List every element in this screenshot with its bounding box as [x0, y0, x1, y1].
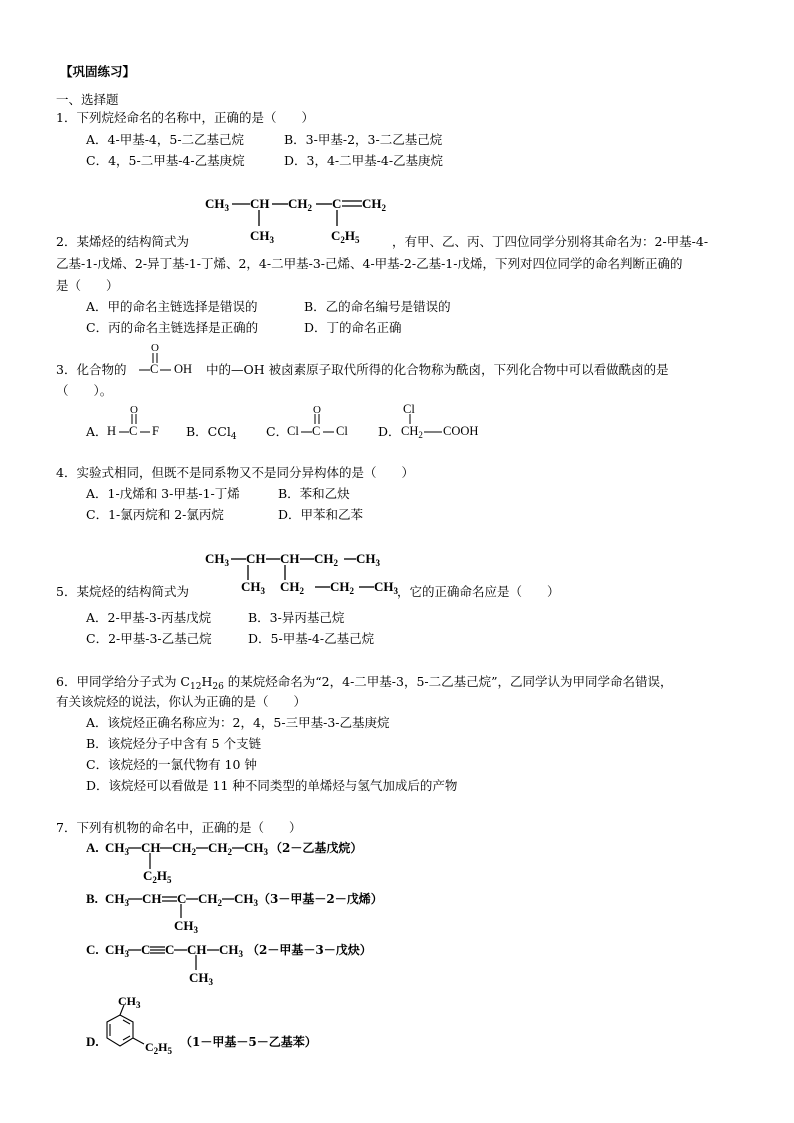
q6-option-d[interactable]: D．该烷烃可以看做是 11 种不同类型的单烯烃与氢气加成后的产物 — [86, 778, 458, 793]
q7-option-c-name: （2－甲基－3－戊炔） — [247, 943, 372, 957]
q7-stem: 7．下列有机物的命名中，正确的是（ ） — [56, 820, 302, 835]
q3-option-d[interactable]: D． — [378, 424, 401, 439]
q2-stem-prefix: 2．某烯烃的结构简式为 — [56, 234, 189, 249]
q4-option-b[interactable]: B．苯和乙炔 — [278, 486, 350, 501]
section-header: 【巩固练习】 — [60, 64, 136, 79]
q5-option-a[interactable]: A．2-甲基-3-丙基戊烷 — [86, 610, 212, 625]
q1-option-b[interactable]: B．3-甲基-2，3-二乙基己烷 — [284, 132, 443, 147]
q5-option-b[interactable]: B．3-异丙基己烷 — [248, 610, 345, 625]
q7-option-a[interactable]: A. — [86, 840, 99, 855]
q1-option-d[interactable]: D．3，4-二甲基-4-乙基庚烷 — [284, 153, 444, 168]
q6-stem-line1: 6．甲同学给分子式为 $C_{12}H_{26}$ 的某烷烃命名为“2，4-二甲基-3，5-二乙基己烷”，乙同学认为甲同学命名错误， — [56, 674, 673, 692]
q4-option-a[interactable]: A．1-戊烯和 3-甲基-1-丁烯 — [86, 486, 240, 501]
q4-option-d[interactable]: D．甲苯和乙苯 — [278, 507, 364, 522]
q2-stem-line3: 是（ ） — [56, 278, 119, 293]
q5-option-c[interactable]: C．2-甲基-3-乙基己烷 — [86, 631, 212, 646]
q6-option-a[interactable]: A．该烷烃正确名称应为：2，4，5-三甲基-3-乙基庚烷 — [86, 715, 390, 730]
q6-stem-line2: 有关该烷烃的说法，你认为正确的是（ ） — [56, 694, 307, 709]
q4-stem: 4．实验式相同，但既不是同系物又不是同分异构体的是（ ） — [56, 465, 414, 480]
q5-stem-suffix: ，它的正确命名应是（ ） — [397, 584, 560, 599]
q7-option-d[interactable]: D. — [86, 1034, 99, 1049]
q7-option-d-name: （1－甲基－5－乙基苯） — [180, 1035, 317, 1049]
q2-option-c[interactable]: C．丙的命名主链选择是正确的 — [86, 320, 259, 335]
q2-option-a[interactable]: A．甲的命名主链选择是错误的 — [86, 299, 258, 314]
q4-option-c[interactable]: C．1-氯丙烷和 2-氯丙烷 — [86, 507, 224, 522]
q7-option-c[interactable]: C. — [86, 942, 99, 957]
q5-option-d[interactable]: D．5-甲基-4-乙基己烷 — [248, 631, 375, 646]
q3-stem-line2: （ ）。 — [56, 383, 113, 398]
q6-option-b[interactable]: B．该烷烃分子中含有 5 个支链 — [86, 736, 262, 751]
q1-option-c[interactable]: C．4，5-二甲基-4-乙基庚烷 — [86, 153, 245, 168]
q7-option-b-name: （3－甲基－2－戊烯） — [258, 892, 383, 906]
q3-stem-suffix: 中的—OH 被卤素原子取代所得的化合物称为酰卤，下列化合物中可以看做酰卤的是 — [206, 362, 669, 377]
q2-stem-line2: 乙基-1-戊烯、2-异丁基-1-丁烯、2，4-二甲基-3-己烯、4-甲基-2-乙基-1-戊烯，下列对四位同学的命名判断正确的 — [56, 256, 683, 271]
q3-option-a[interactable]: A． — [86, 424, 108, 439]
q6-option-c[interactable]: C．该烷烃的一氯代物有 10 钟 — [86, 757, 257, 772]
q3-option-c[interactable]: C． — [266, 424, 289, 439]
q2-option-b[interactable]: B．乙的命名编号是错误的 — [304, 299, 451, 314]
q1-option-a[interactable]: A．4-甲基-4，5-二乙基己烷 — [86, 132, 245, 147]
q2-option-d[interactable]: D．丁的命名正确 — [304, 320, 402, 335]
q2-stem-suffix: ，有甲、乙、丙、丁四位同学分别将其命名为：2-甲基-4- — [392, 234, 709, 249]
q1-stem: 1．下列烷烃命名的名称中，正确的是（ ） — [56, 110, 314, 125]
q7-option-b[interactable]: B. — [86, 891, 98, 906]
q7-option-a-name: （2－乙基戊烷） — [270, 841, 363, 855]
part-title: 一、选择题 — [56, 92, 119, 107]
q5-stem-prefix: 5．某烷烃的结构简式为 — [56, 584, 189, 599]
q3-stem-prefix: 3．化合物的 — [56, 362, 127, 377]
q3-option-b[interactable]: B．CCl$_4$ — [186, 424, 237, 442]
